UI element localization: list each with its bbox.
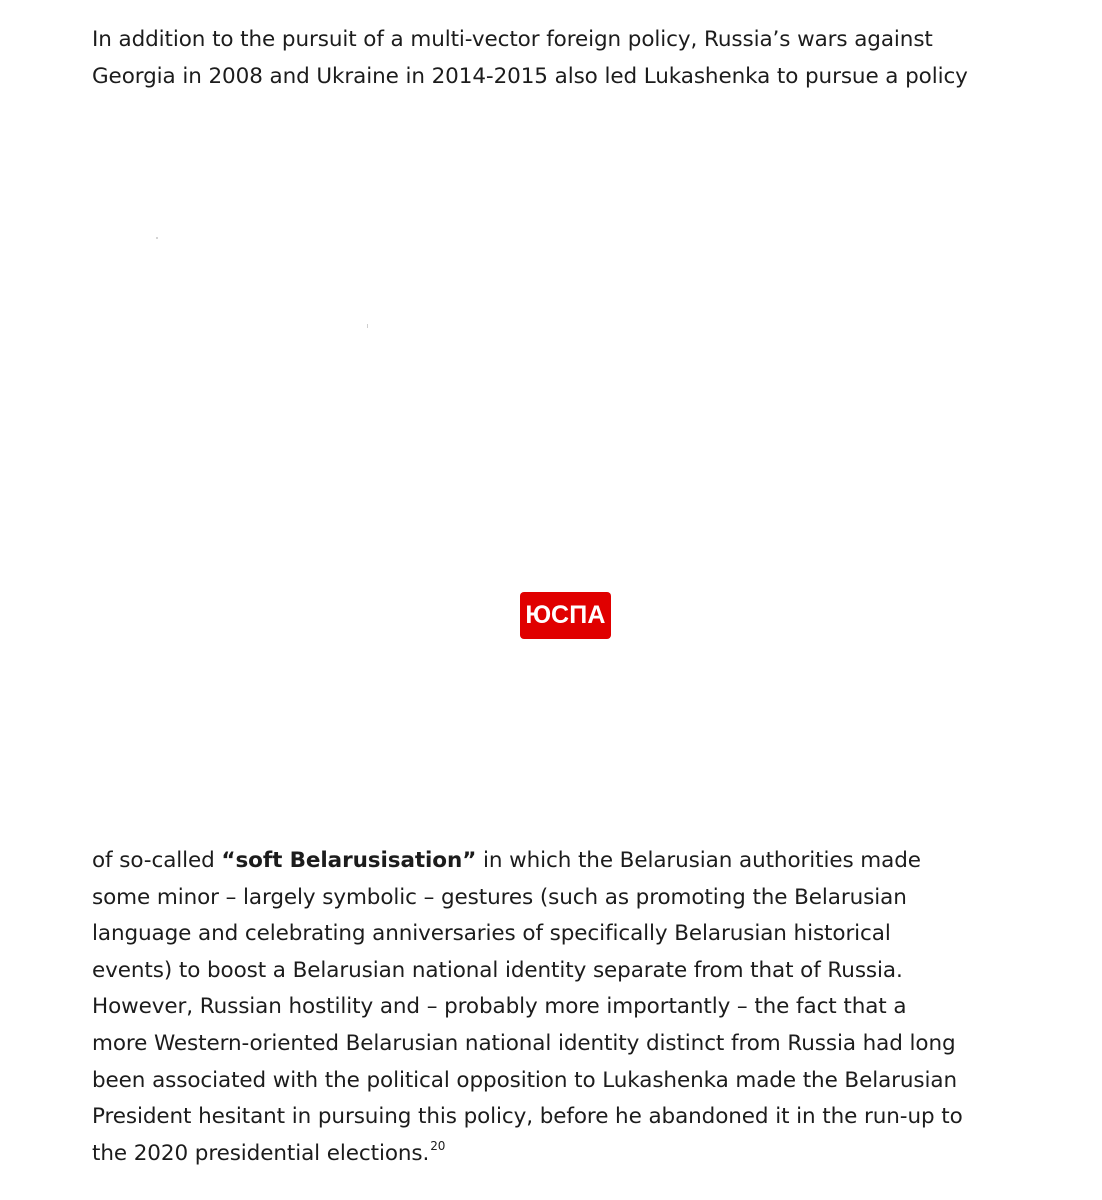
text-line: been associated with the political opposition to Lukashenka made the Belarusian [92,1067,957,1093]
text-line: events) to boost a Belarusian national identity separate from that of Russia. [92,957,903,983]
text-line: President hesitant in pursuing this policy, before he abandoned it in the run-up to [92,1104,963,1130]
text-line: Georgia in 2008 and Ukraine in 2014-2015 also led Lukashenka to pursue a policy [92,63,968,89]
text-line: In addition to the pursuit of a multi-vector foreign policy, Russia’s wars against [92,27,933,52]
watermark-badge: ЮСПА [520,592,611,639]
text-line: However, Russian hostility and – probably more importantly – the fact that a [92,994,907,1020]
text-segment: the 2020 presidential elections. [92,1140,430,1166]
text-line [92,1136,1052,1173]
text-line: more Western-oriented Belarusian national identity distinct from Russia had long [92,1030,956,1056]
text-line: language and celebrating anniversaries of specifically Belarusian historical [92,921,891,947]
text-line: some minor – largely symbolic – gestures (such as promoting the Belarusian [92,884,907,910]
text-segment: of so-called [92,848,222,873]
footnote-reference[interactable]: 20 [430,1138,446,1153]
text-line [92,843,1052,880]
paragraph-top [92,22,1052,95]
paragraph-bottom [92,843,1052,1172]
text-segment: in which the Belarusian authorities made [476,848,921,873]
emphasis-term: “soft Belarusisation” [221,848,477,873]
scan-speck [367,324,368,328]
scan-speck [156,237,158,239]
